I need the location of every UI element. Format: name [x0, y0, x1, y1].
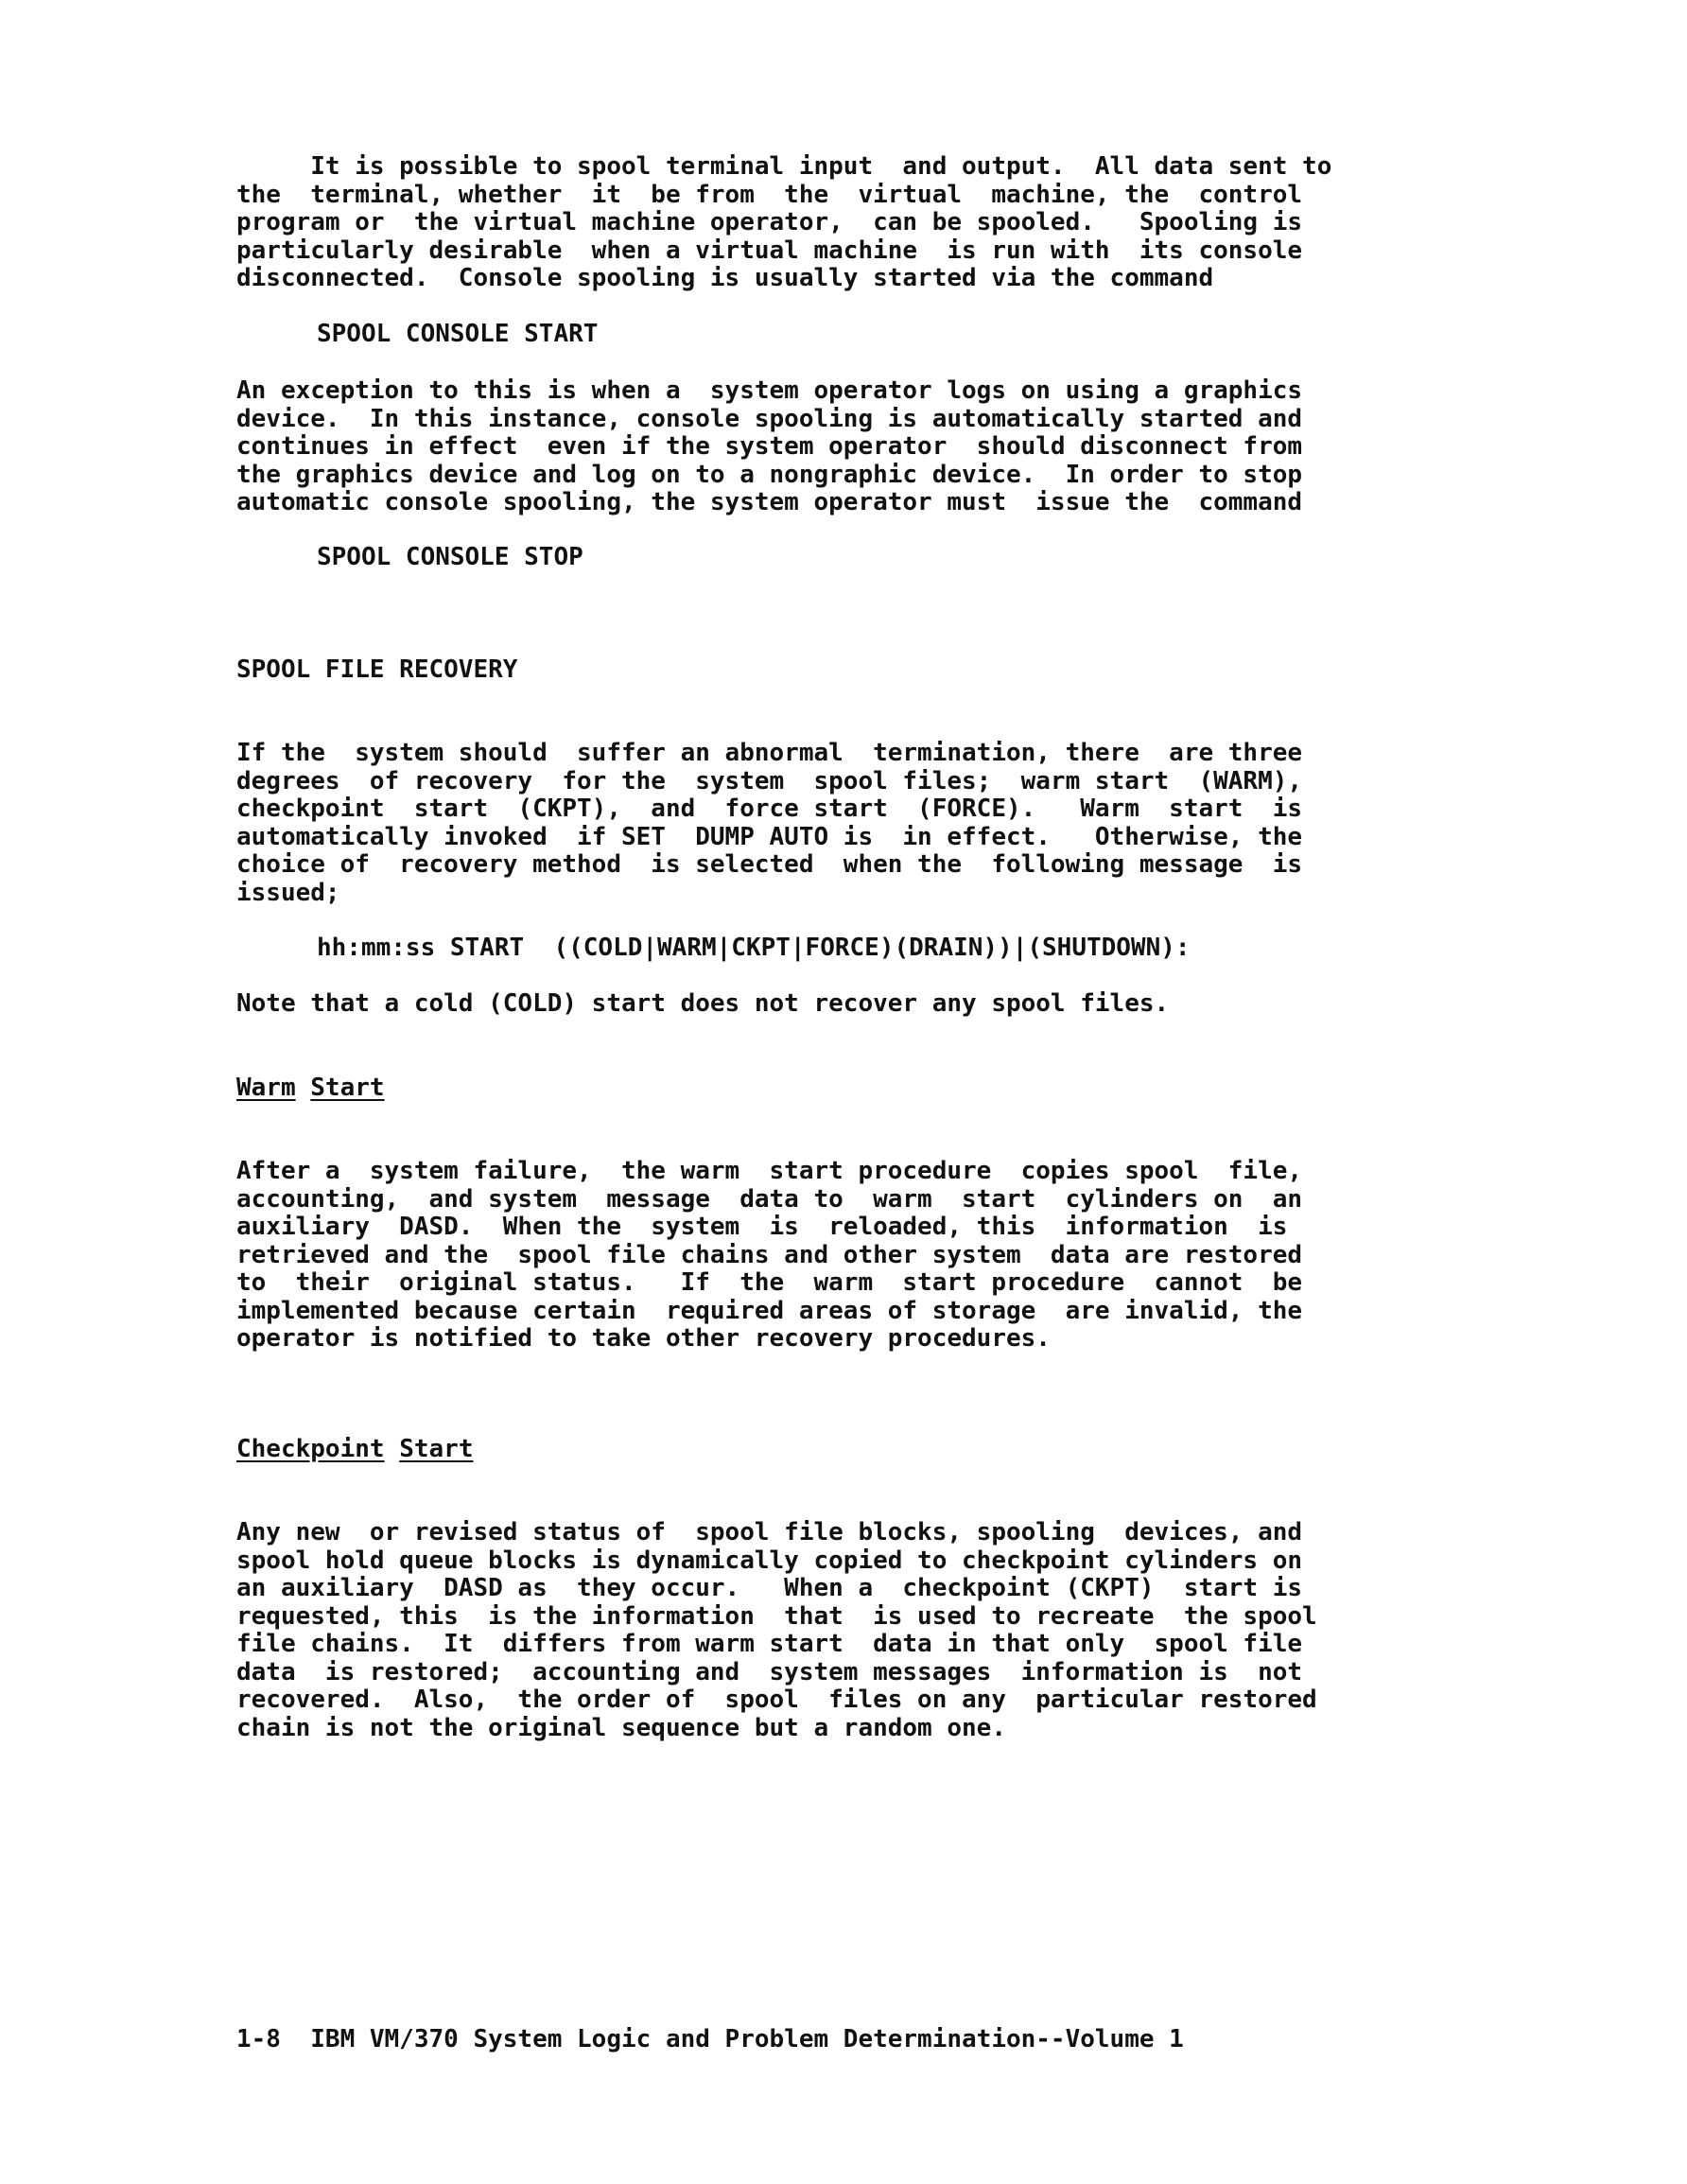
- subheading-checkpoint-start: [236, 1436, 1428, 1464]
- subheading-warm-word: Warm: [236, 1074, 296, 1102]
- paragraph-console-spooling: It is possible to spool terminal input and output. All data sent to the terminal, whether it be from the virtual machine, the control program or the virtual machine operator, can be spooled. Spooling is particularly desirable when a virtual machine is run with its console disconnected. Console spooling is usually started via the command: [236, 152, 1332, 292]
- command-spool-console-start: SPOOL CONSOLE START: [317, 320, 599, 348]
- command-start-prompt: hh:mm:ss START ((COLD|WARM|CKPT|FORCE)(DRAIN))|(SHUTDOWN):: [317, 934, 1191, 962]
- subheading-start-word-2: Start: [399, 1435, 474, 1463]
- section-heading-spool-file-recovery: SPOOL FILE RECOVERY: [236, 655, 518, 684]
- paragraph-checkpoint-start: Any new or revised status of spool file blocks, spooling devices, and spool hold queue blocks is dynamically copied to checkpoint cylinders on an auxiliary DASD as they occur. When a checkpoint (CKPT) start is requested, this is the information that is used to recreate the spool file chains. It differs from warm start data in that only spool file data is restored; accounting and system messages information is not recovered. Also, the order of spool files on any particular restored chain is not the original sequence but a random one.: [236, 1518, 1317, 1742]
- subheading-start-word: Start: [310, 1074, 385, 1102]
- paragraph-cold-start-note: Note that a cold (COLD) start does not recover any spool files.: [236, 989, 1170, 1018]
- page-footer: 1-8 IBM VM/370 System Logic and Problem Determination--Volume 1: [236, 2025, 1184, 2053]
- paragraph-warm-start: After a system failure, the warm start procedure copies spool file, accounting, and system message data to warm start cylinders on an auxiliary DASD. When the system is reloaded, this information is retrieved and the spool file chains and other system data are restored to their original status. If the warm start procedure cannot be implemented because certain required areas of storage are invalid, the operator is notified to take other recovery procedures.: [236, 1157, 1303, 1353]
- subheading-checkpoint-word: Checkpoint: [236, 1435, 385, 1463]
- command-spool-console-stop: SPOOL CONSOLE STOP: [317, 543, 583, 571]
- paragraph-graphics-exception: An exception to this is when a system operator logs on using a graphics device. In this instance, console spooling is automatically started and continues in effect even if the system operator should disconnect from the graphics device and log on to a nongraphic device. In order to stop automatic console spooling, the system operator must issue the command: [236, 376, 1303, 516]
- subheading-warm-start: [236, 1075, 1428, 1103]
- paragraph-recovery-degrees: If the system should suffer an abnormal termination, there are three degrees of recovery for the system spool files; warm start (WARM), checkpoint start (CKPT), and force start (FORCE). Warm start is automatically invoked if SET DUMP AUTO is in effect. Otherwise, the choice of recovery method is selected when the following message is issued;: [236, 739, 1303, 907]
